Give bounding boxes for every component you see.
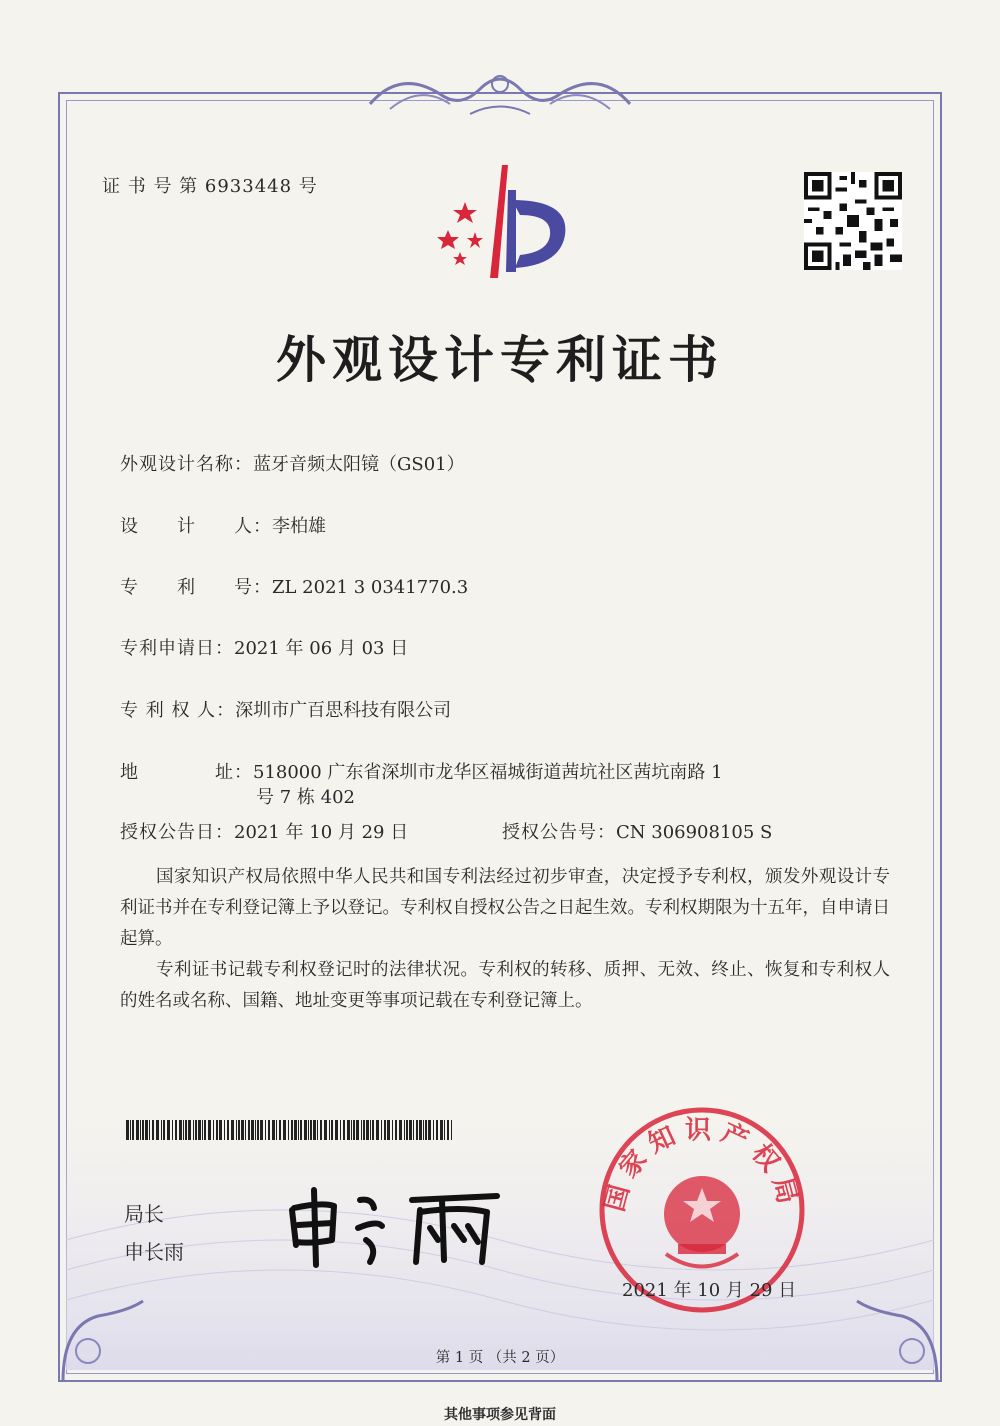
field-filing-date — [120, 634, 408, 660]
seal-text: 国家知识产权局 — [600, 1115, 804, 1215]
field-address-line2: 号 7 栋 402 — [256, 787, 355, 808]
barcode-bar — [413, 1120, 414, 1140]
barcode-bar — [255, 1120, 256, 1140]
field-label: 专 利 权 人： — [120, 700, 236, 721]
handwritten-signature — [282, 1170, 512, 1270]
field-value: CN 306908105 S — [616, 822, 773, 843]
barcode-bar — [310, 1120, 312, 1140]
barcode-bar — [347, 1120, 350, 1140]
barcode-bar — [241, 1120, 244, 1140]
barcode-bar — [216, 1120, 218, 1140]
barcode-bar — [399, 1120, 402, 1140]
barcode-bar — [224, 1120, 225, 1140]
barcode-bar — [376, 1120, 379, 1140]
barcode-bar — [351, 1120, 352, 1140]
barcode-bar — [324, 1120, 327, 1140]
top-ornament — [360, 64, 640, 124]
barcode-bar — [387, 1120, 390, 1140]
barcode-bar — [136, 1120, 139, 1140]
barcode-bar — [126, 1120, 129, 1140]
field-label: 专利申请日： — [120, 638, 234, 659]
barcode-bar — [268, 1120, 270, 1140]
barcode-bar — [132, 1120, 134, 1140]
barcode-bar — [183, 1120, 184, 1140]
barcode-bar — [202, 1120, 203, 1140]
body-paragraph-2: 专利证书记载专利权登记时的法律状况。专利权的转移、质押、无效、终止、恢复和专利权人的姓名或名称、国籍、地址变更等事项记载在专利登记簿上。 — [120, 960, 890, 1011]
barcode-bar — [167, 1120, 170, 1140]
field-designer — [120, 512, 326, 538]
barcode-bar — [188, 1120, 191, 1140]
barcode-bar — [213, 1120, 214, 1140]
barcode-bar — [366, 1120, 369, 1140]
corner-ornament-left — [58, 1296, 148, 1386]
field-label: 专 利 号： — [120, 577, 272, 598]
barcode-bar — [219, 1120, 222, 1140]
barcode-bar — [185, 1120, 187, 1140]
barcode-bar — [175, 1120, 177, 1140]
barcode-bar — [331, 1120, 333, 1140]
barcode-bar — [340, 1120, 341, 1140]
barcode-bar — [308, 1120, 309, 1140]
field-value: ZL 2021 3 0341770.3 — [272, 577, 469, 598]
barcode-bar — [248, 1120, 250, 1140]
field-value: 蓝牙音频太阳镜（GS01） — [253, 454, 465, 475]
corner-ornament-right — [852, 1296, 942, 1386]
footer-note: 其他事项参见背面 — [444, 1407, 556, 1423]
barcode-bar — [433, 1120, 434, 1140]
barcode-bar — [288, 1120, 289, 1140]
barcode-bar — [395, 1120, 397, 1140]
certificate-number: 证 书 号 第 6933448 号 — [102, 176, 318, 197]
signatory-title: 局长 — [124, 1202, 164, 1226]
barcode-bar — [392, 1120, 393, 1140]
barcode-bar — [409, 1120, 412, 1140]
barcode-bar — [384, 1120, 386, 1140]
barcode-bar — [356, 1120, 359, 1140]
barcode-bar — [320, 1120, 322, 1140]
barcode-bar — [304, 1120, 307, 1140]
barcode-bar — [300, 1120, 302, 1140]
barcode-bar — [436, 1120, 438, 1140]
barcode-bar — [372, 1120, 374, 1140]
barcode-bar — [251, 1120, 254, 1140]
barcode-bar — [447, 1120, 449, 1140]
field-label: 地 址： — [120, 762, 253, 783]
barcode-bar — [381, 1120, 382, 1140]
barcode-bar — [423, 1120, 424, 1140]
barcode-bar — [335, 1120, 338, 1140]
page-number: 第 1 页 （共 2 页） — [435, 1350, 565, 1366]
barcode-bar — [195, 1120, 197, 1140]
barcode-bar — [149, 1120, 150, 1140]
barcode-bar — [142, 1120, 144, 1140]
barcode-bar — [130, 1120, 131, 1140]
barcode-bar — [353, 1120, 355, 1140]
barcode-bar — [416, 1120, 418, 1140]
barcode-bar — [444, 1120, 445, 1140]
qr-code-icon — [804, 172, 902, 270]
field-address — [120, 758, 723, 784]
certificate-title: 外观设计专利证书 — [276, 331, 724, 389]
field-value: 李柏雄 — [272, 516, 326, 537]
field-value: 518000 广东省深圳市龙华区福城街道茜坑社区茜坑南路 1 — [253, 762, 723, 783]
barcode-bar — [343, 1120, 345, 1140]
barcode-bar — [370, 1120, 371, 1140]
barcode-bar — [428, 1120, 431, 1140]
barcode-bar — [193, 1120, 194, 1140]
field-label: 授权公告日： — [120, 822, 234, 843]
barcode-bar — [238, 1120, 240, 1140]
barcode-bar — [245, 1120, 246, 1140]
signatory-name: 申长雨 — [124, 1240, 184, 1264]
barcode-bar — [404, 1120, 405, 1140]
barcode-bar — [313, 1120, 316, 1140]
barcode-bar — [179, 1120, 182, 1140]
barcode-bar — [451, 1120, 452, 1140]
barcode-bar — [329, 1120, 330, 1140]
barcode-bar — [260, 1120, 263, 1140]
barcode-bar — [208, 1120, 211, 1140]
barcode-bar — [161, 1120, 162, 1140]
barcode-bar — [152, 1120, 154, 1140]
body-paragraph-1: 国家知识产权局依照中华人民共和国专利法经过初步审查，决定授予专利权，颁发外观设计专利证书并在专利登记簿上予以登记。专利权自授权公告之日起生效。专利权期限为十五年，自申请日起算。 — [120, 867, 890, 949]
barcode-icon — [126, 1120, 452, 1140]
field-label: 外观设计名称： — [120, 454, 253, 475]
barcode-bar — [298, 1120, 299, 1140]
barcode-bar — [440, 1120, 443, 1140]
barcode-bar — [294, 1120, 297, 1140]
barcode-bar — [145, 1120, 148, 1140]
barcode-bar — [198, 1120, 201, 1140]
field-grant-date — [120, 818, 408, 844]
barcode-bar — [291, 1120, 293, 1140]
barcode-bar — [279, 1120, 281, 1140]
barcode-bar — [265, 1120, 266, 1140]
field-design-name — [120, 450, 465, 476]
field-patent-number — [120, 573, 468, 599]
barcode-bar — [419, 1120, 422, 1140]
barcode-bar — [231, 1120, 234, 1140]
field-value: 2021 年 06 月 03 日 — [234, 638, 409, 659]
barcode-bar — [140, 1120, 141, 1140]
seal-date: 2021 年 10 月 29 日 — [622, 1280, 797, 1301]
barcode-bar — [227, 1120, 229, 1140]
field-value: 深圳市广百思科技有限公司 — [235, 700, 452, 721]
field-label: 授权公告号： — [502, 822, 616, 843]
field-grant-number — [502, 818, 772, 844]
field-patentee — [120, 696, 451, 722]
barcode-bar — [172, 1120, 173, 1140]
barcode-bar — [317, 1120, 318, 1140]
barcode-bar — [272, 1120, 275, 1140]
barcode-bar — [156, 1120, 159, 1140]
barcode-bar — [363, 1120, 365, 1140]
barcode-bar — [361, 1120, 362, 1140]
barcode-bar — [283, 1120, 286, 1140]
barcode-bar — [236, 1120, 237, 1140]
field-label: 设 计 人： — [120, 516, 272, 537]
barcode-bar — [204, 1120, 206, 1140]
barcode-bar — [257, 1120, 259, 1140]
barcode-bar — [406, 1120, 408, 1140]
field-value: 2021 年 10 月 29 日 — [234, 822, 409, 843]
cnipa-logo-icon — [420, 160, 580, 280]
barcode-bar — [163, 1120, 165, 1140]
barcode-bar — [425, 1120, 427, 1140]
barcode-bar — [276, 1120, 277, 1140]
